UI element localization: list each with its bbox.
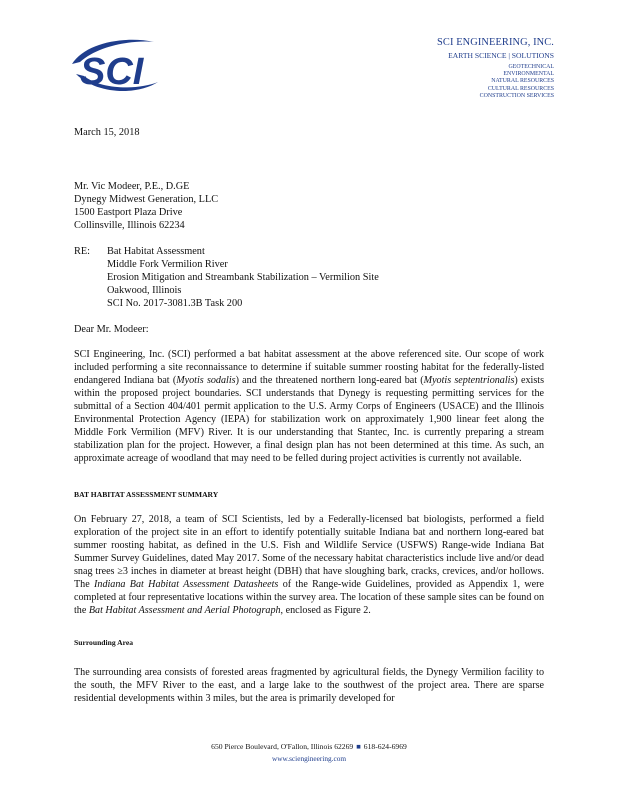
surrounding-paragraph: The surrounding area consists of forested areas fragmented by agricultural fields, the Dynegy Vermilion facility to the south, the MFV River to the east, and a large lake to the southwest of the project area. There are sparse residential developments within 3 miles, but the area is primarily developed for — [74, 667, 544, 704]
intro-paragraph: SCI Engineering, Inc. (SCI) performed a bat habitat assessment at the above referenced site. Our scope of work included performing a site reconnaissance to determine if suitable summer roosting habitat for the federally-listed endangered Indiana bat (Myotis sodalis) and the threatened northern long-eared bat (Myotis septentrionalis) exists within the proposed project boundaries. SCI understands that Dynegy is requesting permitting services for the submittal of a Section 404/401 permit application to the U.S. Army Corps of Engineers (USACE) and the Illinois Environmental Protection Agency (IEPA) for stabilization work on approximately 1,900 linear feet along the Middle Fork Vermilion (MFV) River. It is our understanding that Stantec, Inc. is currently preparing a stream stabilization plan for the project. However, a final design plan has not been determined at this time. As such, an approximate acreage of woodland that may need to be felled during project activities is currently not available. — [74, 349, 544, 464]
re-lines — [107, 245, 379, 310]
bullet-icon: ■ — [356, 742, 361, 751]
subsection-heading: Surrounding Area — [74, 638, 134, 647]
company-logo — [66, 34, 162, 100]
services-list — [437, 64, 554, 100]
recipient-street: 1500 Eastport Plaza Drive — [74, 207, 183, 218]
service-item: CULTURAL RESOURCES — [487, 85, 554, 92]
footer-address: 650 Pierce Boulevard, O'Fallon, Illinois 62269 — [211, 742, 354, 751]
recipient-company: Dynegy Midwest Generation, LLC — [74, 194, 219, 205]
figure-title: Bat Habitat Assessment and Aerial Photograph — [88, 605, 281, 616]
company-block — [437, 37, 554, 100]
sci-logo-icon — [66, 34, 162, 100]
salutation: Dear Mr. Modeer: — [74, 324, 149, 335]
logo-text: SCI — [80, 51, 144, 93]
species-name: Myotis septentrionalis — [423, 375, 515, 386]
footer-phone: 618-624-6969 — [363, 742, 407, 751]
re-label: RE: — [74, 246, 91, 257]
service-item: GEOTECHNICAL — [508, 64, 554, 70]
re-block — [74, 245, 379, 310]
service-item: NATURAL RESOURCES — [491, 78, 554, 85]
recipient-address — [74, 180, 218, 232]
company-name: SCI ENGINEERING, INC. — [437, 37, 554, 48]
document-title: Indiana Bat Habitat Assessment Datasheets — [94, 579, 279, 590]
re-line: Middle Fork Vermilion River — [107, 259, 228, 270]
recipient-name: Mr. Vic Modeer, P.E., D.GE — [74, 181, 190, 192]
company-tagline: EARTH SCIENCE | SOLUTIONS — [448, 51, 554, 60]
footer-website-link[interactable]: www.sciengineering.com — [271, 754, 347, 763]
footer-address-line — [0, 742, 618, 751]
re-line: Bat Habitat Assessment — [107, 246, 205, 257]
section-heading: BAT HABITAT ASSESSMENT SUMMARY — [74, 490, 219, 499]
service-item: ENVIRONMENTAL — [503, 71, 554, 78]
re-line: Oakwood, Illinois — [107, 285, 182, 296]
letter-date: March 15, 2018 — [74, 127, 140, 138]
re-line: Erosion Mitigation and Streambank Stabilization – Vermilion Site — [107, 272, 379, 283]
species-name: Myotis sodalis — [176, 375, 236, 386]
re-line: SCI No. 2017-3081.3B Task 200 — [107, 298, 243, 309]
recipient-city: Collinsville, Illinois 62234 — [74, 220, 185, 231]
service-item: CONSTRUCTION SERVICES — [479, 92, 554, 99]
summary-paragraph: On February 27, 2018, a team of SCI Scientists, led by a Federally-licensed bat biologists, performed a field exploration of the project site in an effort to identify potentially suitable Indiana bat and northern long-eared bat summer roosting habitat, as defined in the U.S. Fish and Wildlife Service (USFWS) Range-wide Indiana Bat Summer Survey Guidelines, dated May 2017. Some of the necessary habitat characteristics include live and/or dead snag trees ≥3 inches in diameter at breast height (DBH) that have sloughing bark, cracks, crevices, and/or hollows. The Indiana Bat Habitat Assessment Datasheets of the Range-wide Guidelines, provided as Appendix 1, were completed at four representative locations within the survey area. The location of these sample sites can be found on the Bat Habitat Assessment and Aerial Photograph, enclosed as Figure 2. — [74, 514, 544, 616]
